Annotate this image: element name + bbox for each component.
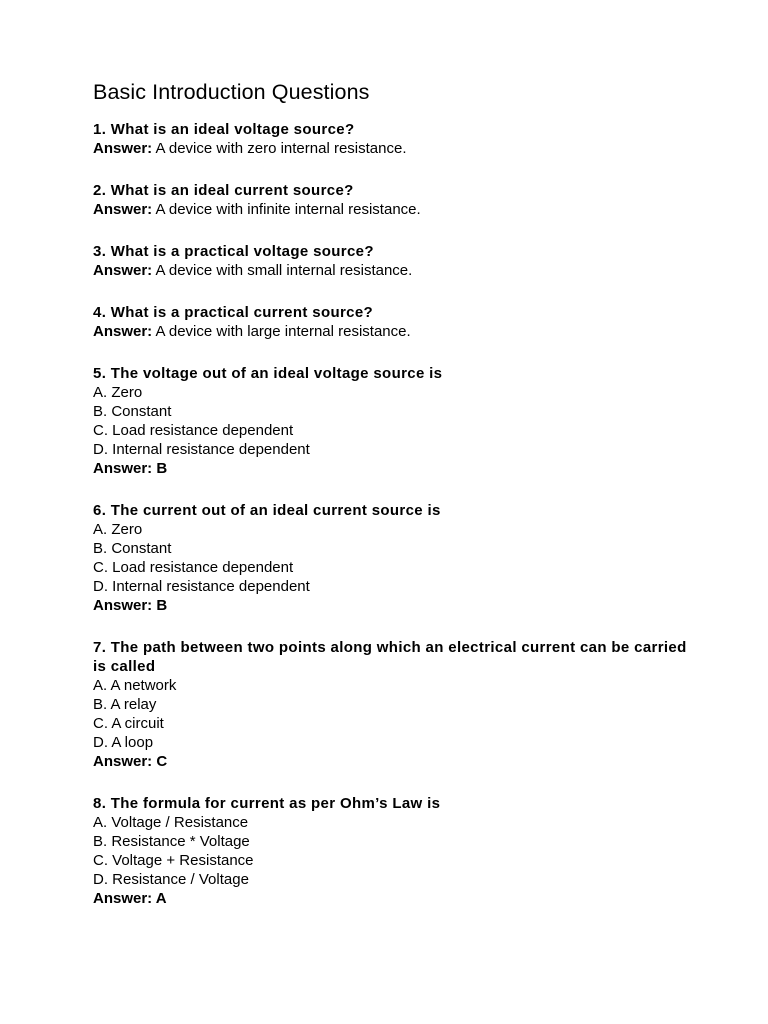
answer-line: Answer: A [93,890,167,907]
question-text: 3. What is a practical voltage source? [93,243,374,260]
option-c: C. Voltage + Resistance [93,852,254,869]
question-text: 1. What is an ideal voltage source? [93,121,355,138]
answer-text: A device with infinite internal resistance. [155,201,421,218]
page-title: Basic Introduction Questions [93,80,370,104]
option-d: D. Internal resistance dependent [93,441,310,458]
answer-label: Answer: [93,201,153,218]
option-c: C. Load resistance dependent [93,559,294,576]
qa-item-3 [93,242,693,280]
qa-item-4 [93,303,693,341]
question-text: 6. The current out of an ideal current source is [93,502,441,519]
answer-line: Answer: B [93,597,168,614]
option-a: A. Zero [93,521,143,538]
answer-text: A device with large internal resistance. [155,323,411,340]
option-d: D. Internal resistance dependent [93,578,310,595]
option-c: C. Load resistance dependent [93,422,294,439]
question-text: 2. What is an ideal current source? [93,182,354,199]
answer-line: Answer: C [93,753,168,770]
option-b: B. Constant [93,403,172,420]
mcq-item-8 [93,794,693,908]
option-b: B. Resistance * Voltage [93,833,250,850]
qa-item-2 [93,181,693,219]
option-a: A. Voltage / Resistance [93,814,249,831]
question-text: 5. The voltage out of an ideal voltage source is [93,365,443,382]
document-page [93,78,693,931]
answer-line [93,139,693,158]
option-d: D. A loop [93,734,154,751]
option-d: D. Resistance / Voltage [93,871,249,888]
option-a: A. A network [93,677,177,694]
answer-text: A device with zero internal resistance. [155,140,407,157]
answer-label: Answer: [93,140,153,157]
qa-item-1 [93,120,693,158]
answer-label: Answer: [93,323,153,340]
answer-text: A device with small internal resistance. [155,262,413,279]
option-b: B. Constant [93,540,172,557]
answer-label: Answer: [93,262,153,279]
answer-line [93,322,693,341]
option-b: B. A relay [93,696,157,713]
question-text: 7. The path between two points along which an electrical current can be carried is called [93,639,687,675]
mcq-item-7 [93,638,693,771]
mcq-item-5 [93,364,693,478]
question-text: 4. What is a practical current source? [93,304,374,321]
question-text: 8. The formula for current as per Ohm’s Law is [93,795,441,812]
answer-line: Answer: B [93,460,168,477]
option-c: C. A circuit [93,715,164,732]
answer-line [93,200,693,219]
answer-line [93,261,693,280]
option-a: A. Zero [93,384,143,401]
mcq-item-6 [93,501,693,615]
